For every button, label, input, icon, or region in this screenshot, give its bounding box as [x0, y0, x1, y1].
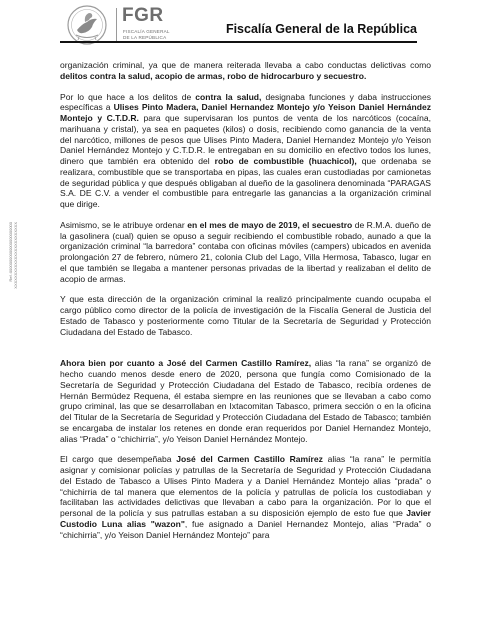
logo-subtitle-line2: DE LA REPÚBLICA [123, 35, 167, 40]
logo-divider [116, 8, 117, 42]
header-title: Fiscalía General de la República [225, 22, 417, 36]
page-header [0, 0, 487, 50]
paragraph-4: Y que esta dirección de la organización criminal la realizó principalmente cuando ocupaba el cargo público como director de la policía de investigación de la Fiscalía General de Justicia del Estado de Tabasco y posteriormente como Titular de la Secretaría de Seguridad y Protección Ciudadana del Estado de Tabasco. [60, 294, 431, 337]
paragraph-6: El cargo que desempeñaba José del Carmen Castillo Ramírez alias “la rana” le permitía asignar y comisionar policías y patrullas de la Secretaría de Seguridad y Protección Ciudadana del Estado de Tabasco a Ulises Pinto Madera y a Daniel Hernández Montejo alias “prada” o “chichirria de tal manera que elementos de la policía y patrullas de policía los custodiaban y facilitaban las actividades delictivas que llevaban a cabo para la organización. Por lo que el personal de la policía y sus patrullas estaban a su disposición ejemplo de esto fue que Javier Custodio Luna alias "wazon", fue asignado a Daniel Hernandez Montejo, alias “Prada” o “chichirria”, y/o Yeison Daniel Hernández Montejo” para [60, 454, 431, 540]
paragraph-5: Ahora bien por cuanto a José del Carmen Castillo Ramírez, alias “la rana” se organizó de hecho cuando menos desde enero de 2020, persona que fungía como Comisionado de la Secretaría de Seguridad y Protección Ciudadana del Estado de Tabasco, recibía ordenes de Hernán Bermúdez Requena, él estaba siempre en las reuniones que se llevaban a cabo como grupo criminal, las que se desarrollaban en Ixtacomitan Tabasco, primera sección o en la oficina del Titular de la Secretaría de Seguridad y Protección Ciudadana del Estado de Tabasco; también se encargaba de instalar los retenes en donde eran requeridos por Daniel Hernandez Montejo, alias “Prada” o “chichirria”, y/o Yeison Daniel Hernández Montejo. [60, 358, 431, 444]
reference-line-2: XXXXXXXXXXXXXXXXXXXXXXXXX [13, 222, 18, 289]
header-rule [60, 41, 417, 43]
fgr-logo-text: FGR [122, 5, 164, 26]
paragraph-1: organización criminal, ya que de manera reiterada llevaba a cabo conductas delictivas como delitos contra la salud, acopio de armas, robo de hidrocarburo y secuestro. [60, 60, 431, 81]
reference-line-1: Ref.:00000000000000000000000 [8, 222, 13, 282]
paragraph-3: Asimismo, se le atribuye ordenar en el mes de mayo de 2019, el secuestro de R.M.A. dueño de la gasolinera (cual) quien se opuso a seguir recibiendo el combustible robado, aunado a que la organización criminal “la barredora” contaba con oficinas móviles (campers) ubicados en avenida prolongación 27 de febrero, número 21, colonia Club del Lago, Villa Hermosa, Tabasco, lugar en el que también se llegaba a mantener personas privadas de la libertad y realizaban el delito de acopio de armas. [60, 219, 431, 284]
document-body [60, 60, 431, 550]
logo-subtitle-line1: FISCALÍA GENERAL [123, 29, 170, 34]
national-seal-icon [62, 4, 112, 46]
vertical-reference-note [8, 222, 18, 332]
paragraph-2: Por lo que hace a los delitos de contra la salud, designaba funciones y daba instrucciones específicas a Ulises Pinto Madera, Daniel Hernandez Montejo y/o Yeison Daniel Hernández Montejo y C.T.D.R. para que supervisaran los puntos de venta de los narcóticos (cocaína, marihuana y cristal), ya sea en paquetes (kilos) o dosis, recibiendo como ganancia de la venta del narcótico, millones de pesos que Ulises Pinto Madera, Daniel Hernandez Montejo y/o Yeison Daniel Hernández Montejo y C.T.D.R. le entregaban en su domicilio en efectivo todos los lunes, dinero que también era obtenido del robo de combustible (huachicol), que ordenaba se realizara, combustible que se transportaba en pipas, las cuales eran custodiadas por camionetas de seguridad pública y que después obligaban al dueño de la gasolinera denominada “PARAGAS S.A. DE C.V. a vender el combustible para entregarle las ganancias a la organización criminal que dirige. [60, 91, 432, 209]
